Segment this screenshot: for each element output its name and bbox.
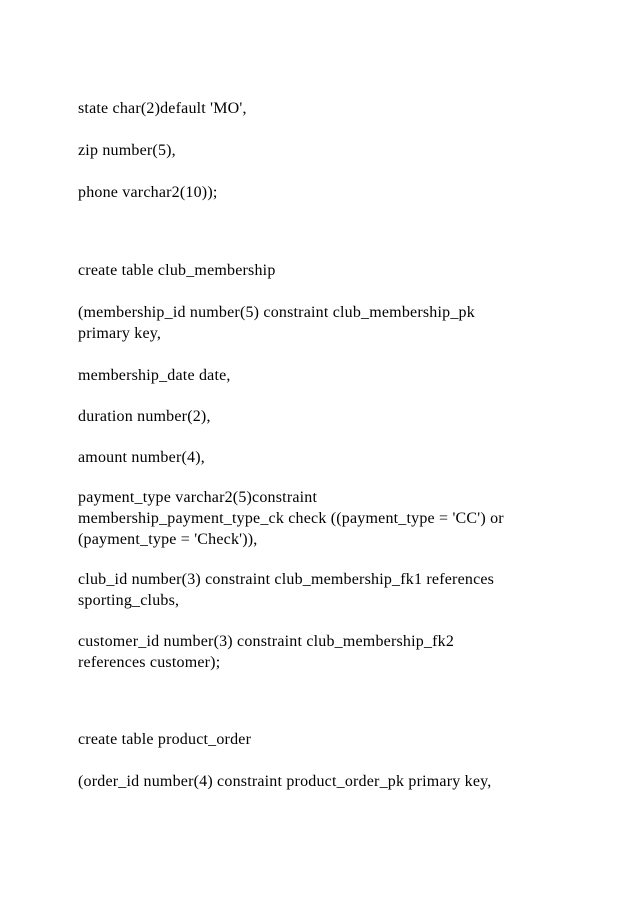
text-line: references customer); — [78, 654, 221, 671]
text-line: club_id number(3) constraint club_membership_fk1 references — [78, 571, 495, 588]
text-line: membership_date date, — [78, 367, 231, 384]
text-line: customer_id number(3) constraint club_membership_fk2 — [78, 633, 455, 650]
text-line: sporting_clubs, — [78, 592, 180, 609]
text-line: primary key, — [78, 325, 162, 342]
text-line: (order_id number(4) constraint product_order_pk primary key, — [78, 773, 492, 790]
text-line: (membership_id number(5) constraint club_membership_pk — [78, 304, 475, 321]
text-line: state char(2)default 'MO', — [78, 100, 247, 117]
text-line: phone varchar2(10)); — [78, 184, 218, 201]
text-line: create table club_membership — [78, 262, 276, 279]
text-line: payment_type varchar2(5)constraint — [78, 489, 318, 506]
text-line: zip number(5), — [78, 142, 176, 159]
text-line: amount number(4), — [78, 449, 205, 466]
text-line: (payment_type = 'Check')), — [78, 531, 258, 548]
text-line: duration number(2), — [78, 408, 211, 425]
text-line: membership_payment_type_ck check ((payment_type = 'CC') or — [78, 510, 504, 527]
text-line: create table product_order — [78, 731, 252, 748]
